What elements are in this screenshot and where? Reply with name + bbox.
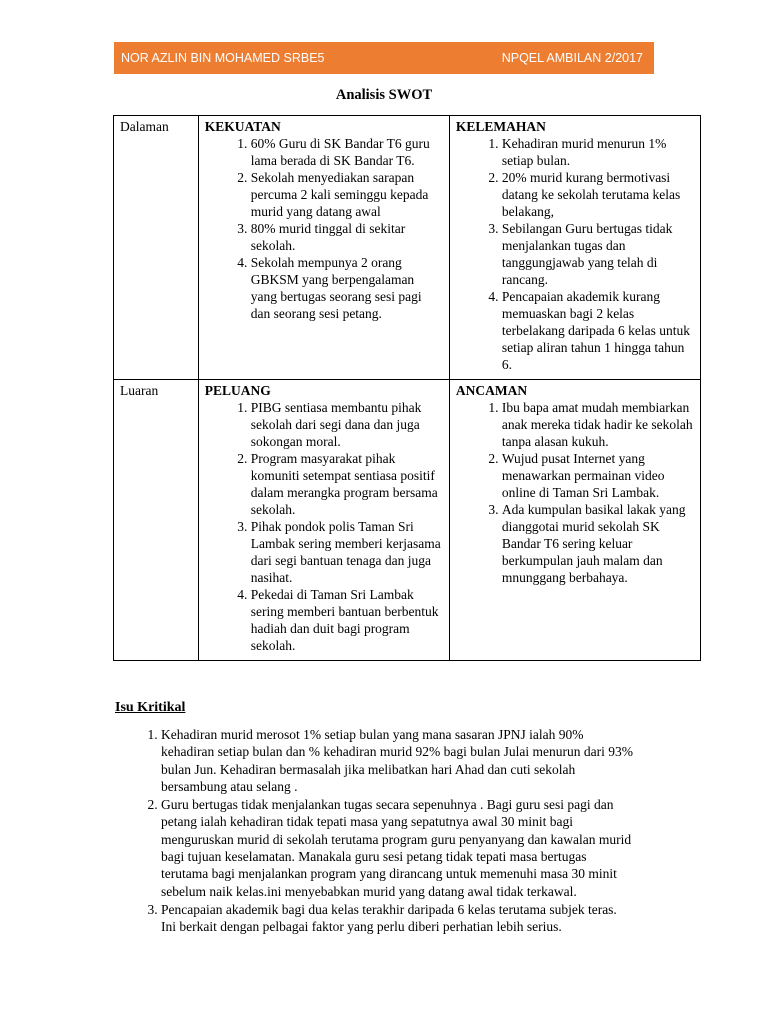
list-item: 2. Sekolah menyediakan sarapan percuma 2 kali seminggu kepada murid yang datang awal (251, 169, 443, 220)
list-item: 1. Kehadiran murid merosot 1% setiap bulan yang mana sasaran JPNJ ialah 90% kehadiran setiap bulan dan % kehadiran murid 92% bagi bulan Julai menurun dari 93% bulan Jun. Kehadiran bermasalah jika melibatkan hari Ahad dan cuti sekolah bersambung atau selang . (161, 726, 635, 795)
swot-table (113, 115, 701, 661)
kekuatan-cell (198, 116, 449, 380)
kekuatan-list (205, 135, 443, 322)
ancaman-cell (449, 380, 700, 661)
isu-kritikal-list (115, 726, 635, 937)
list-item: 1. 60% Guru di SK Bandar T6 guru lama berada di SK Bandar T6. (251, 135, 443, 169)
list-item: 4. Pekedai di Taman Sri Lambak sering memberi bantuan berbentuk hadiah dan duit bagi program sekolah. (251, 586, 443, 654)
list-item: 3. Pihak pondok polis Taman Sri Lambak sering memberi kerjasama dari segi bantuan tenaga dan juga nasihat. (251, 518, 443, 586)
list-item: 2. Program masyarakat pihak komuniti setempat sentiasa positif dalam merangka program bersama sekolah. (251, 450, 443, 518)
row-label-dalaman: Dalaman (114, 116, 199, 380)
peluang-heading: PELUANG (204, 383, 271, 398)
list-item: 2. 20% murid kurang bermotivasi datang ke sekolah terutama kelas belakang, (502, 169, 694, 220)
swot-row-luaran (114, 380, 701, 661)
kekuatan-heading: KEKUATAN (204, 119, 281, 134)
peluang-list (205, 399, 443, 654)
list-item: 1. PIBG sentiasa membantu pihak sekolah dari segi dana dan juga sokongan moral. (251, 399, 443, 450)
list-item: 3. 80% murid tinggal di sekitar sekolah. (251, 220, 443, 254)
list-item: 3. Pencapaian akademik bagi dua kelas terakhir daripada 6 kelas terutama subjek teras. Ini berkait dengan pelbagai faktor yang perlu diberi perhatian lebih serius. (161, 901, 635, 936)
kelemahan-cell (449, 116, 700, 380)
list-item: 4. Sekolah mempunya 2 orang GBKSM yang berpengalaman yang bertugas seorang sesi pagi dan seorang sesi petang. (251, 254, 443, 322)
list-item: 4. Pencapaian akademik kurang memuaskan bagi 2 kelas terbelakang daripada 6 kelas untuk setiap aliran tahun 1 hingga tahun 6. (502, 288, 694, 373)
list-item: 1. Ibu bapa amat mudah membiarkan anak mereka tidak hadir ke sekolah tanpa alasan kukuh. (502, 399, 694, 450)
kelemahan-list (456, 135, 694, 373)
list-item: 2. Guru bertugas tidak menjalankan tugas secara sepenuhnya . Bagi guru sesi pagi dan petang ialah kehadiran tidak tepati masa yang sepatutnya awal 30 minit bagi menguruskan murid di sekolah terutama program guru penyanyang dan kawalan murid bagi tujuan keselamatan. Manakala guru sesi petang tidak tepati masa bertugas terutama bagi menjalankan program yang dirancang untuk memenuhi masa 30 minit sebelum naik kelas.ini menyebabkan murid yang datang awal tidak terkawal. (161, 796, 635, 900)
swot-row-dalaman (114, 116, 701, 380)
header-program: NPQEL AMBILAN 2/2017 (501, 51, 643, 65)
page-header-bar (114, 42, 654, 74)
list-item: 2. Wujud pusat Internet yang menawarkan permainan video online di Taman Sri Lambak. (502, 450, 694, 501)
isu-kritikal-heading: Isu Kritikal (115, 700, 186, 715)
header-author: NOR AZLIN BIN MOHAMED SRBE5 (121, 51, 325, 65)
list-item: 1. Kehadiran murid menurun 1% setiap bulan. (502, 135, 694, 169)
list-item: 3. Sebilangan Guru bertugas tidak menjalankan tugas dan tanggungjawab yang telah di rancang. (502, 220, 694, 288)
kelemahan-heading: KELEMAHAN (455, 119, 546, 134)
document-title: Analisis SWOT (335, 87, 433, 103)
ancaman-heading: ANCAMAN (455, 383, 528, 398)
ancaman-list (456, 399, 694, 586)
row-label-luaran: Luaran (114, 380, 199, 661)
list-item: 3. Ada kumpulan basikal lakak yang dianggotai murid sekolah SK Bandar T6 sering keluar berkumpulan jauh malam dan mnunggang berbahaya. (502, 501, 694, 586)
peluang-cell (198, 380, 449, 661)
